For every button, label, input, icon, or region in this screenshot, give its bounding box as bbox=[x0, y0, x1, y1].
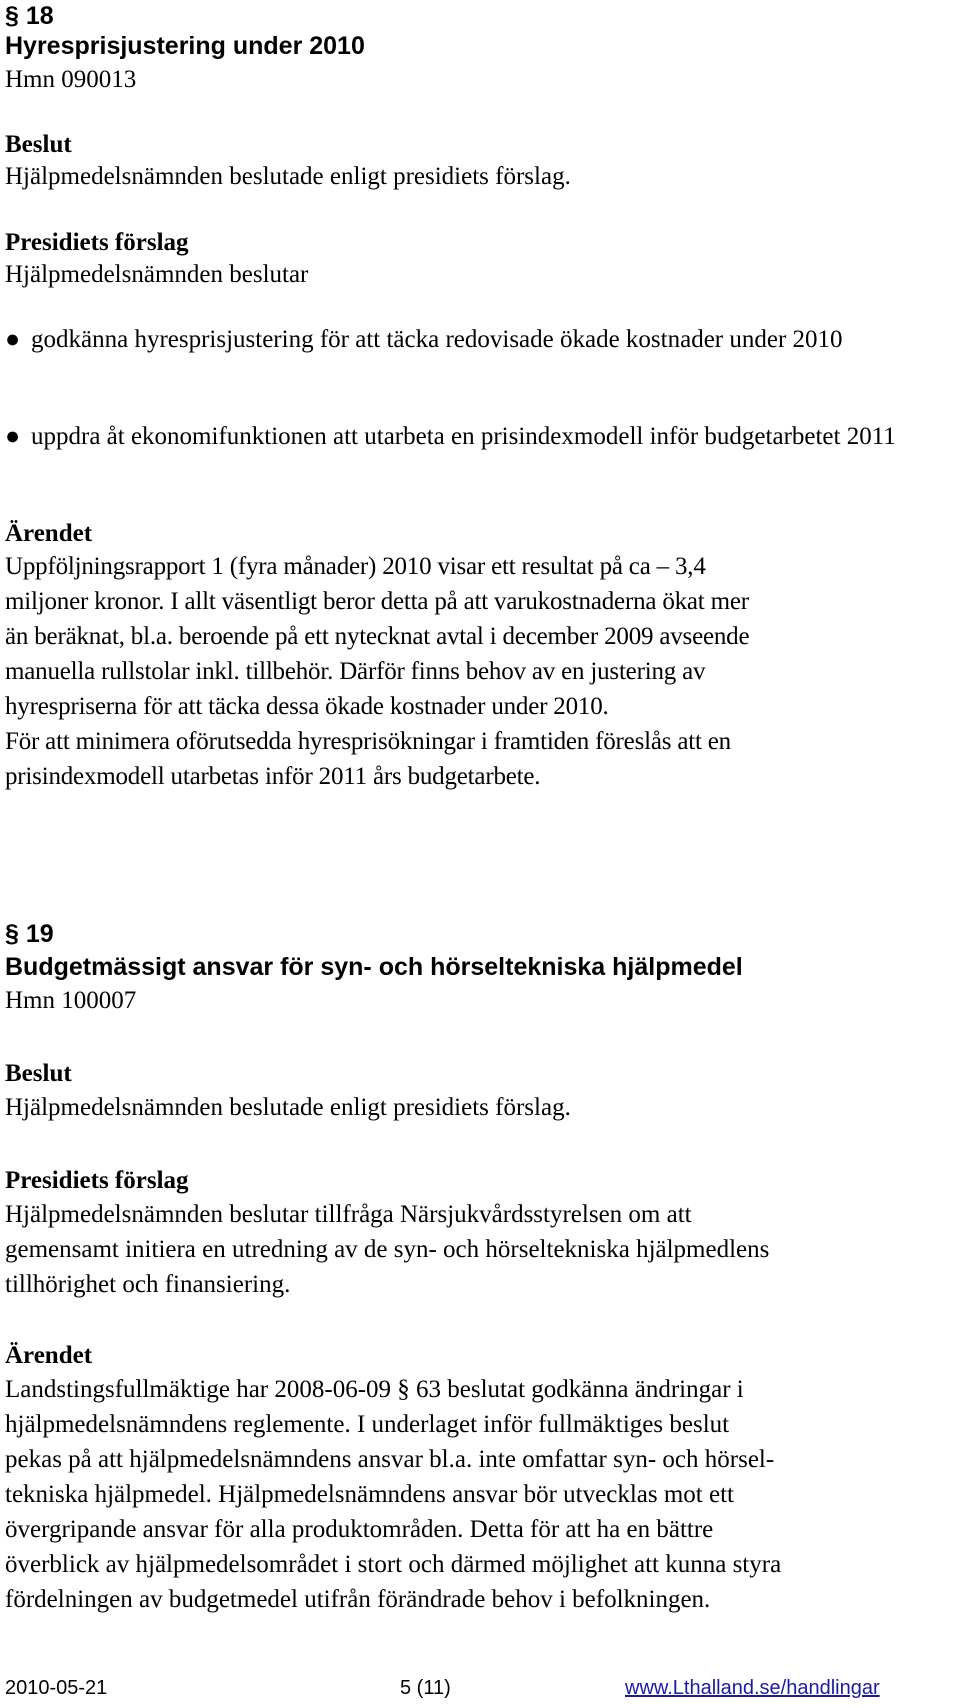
text-line: hyrespriserna för att täcka dessa ökade kostnader under 2010. bbox=[5, 693, 609, 720]
footer-page-number: 5 (11) bbox=[400, 1677, 451, 1699]
text-line: tillhörighet och finansiering. bbox=[5, 1271, 291, 1298]
beslut-heading-18: Beslut bbox=[5, 131, 72, 158]
text-line: Hjälpmedelsnämnden beslutar tillfråga Närsjukvårdsstyrelsen om att bbox=[5, 1201, 692, 1228]
beslut-text-18: Hjälpmedelsnämnden beslutade enligt presidiets förslag. bbox=[5, 163, 571, 190]
section-title-19: Budgetmässigt ansvar för syn- och hörseltekniska hjälpmedel bbox=[5, 953, 743, 981]
text-line: tekniska hjälpmedel. Hjälpmedelsnämndens ansvar bör utvecklas mot ett bbox=[5, 1481, 734, 1508]
bullet-item bbox=[5, 419, 955, 454]
text-line: övergripande ansvar för alla produktområden. Detta för att ha en bättre bbox=[5, 1516, 714, 1543]
bullet-text: godkänna hyresprisjustering för att täcka redovisade ökade kostnader under 2010 bbox=[31, 326, 843, 353]
text-line: Landstingsfullmäktige har 2008-06-09 § 63 beslutat godkänna ändringar i bbox=[5, 1376, 744, 1403]
forslag-heading-18: Presidiets förslag bbox=[5, 229, 189, 256]
arendet-paragraph-18 bbox=[5, 549, 960, 794]
text-line: miljoner kronor. I allt väsentligt beror detta på att varukostnaderna ökat mer bbox=[5, 588, 749, 615]
section-number-19: § 19 bbox=[5, 920, 54, 948]
text-line: prisindexmodell utarbetas inför 2011 års budgetarbete. bbox=[5, 763, 541, 790]
forslag-heading-19: Presidiets förslag bbox=[5, 1167, 189, 1194]
section-number-18: § 18 bbox=[5, 2, 54, 30]
arendet-heading-18: Ärendet bbox=[5, 520, 93, 547]
bullet-dot-icon: ● bbox=[5, 326, 21, 353]
beslut-heading-19: Beslut bbox=[5, 1060, 72, 1087]
text-line: än beräknat, bl.a. beroende på ett nytecknat avtal i december 2009 avseende bbox=[5, 623, 750, 650]
reference-number-18: Hmn 090013 bbox=[5, 66, 137, 93]
bullet-dot-icon: ● bbox=[5, 423, 21, 450]
reference-number-19: Hmn 100007 bbox=[5, 987, 137, 1014]
arendet-paragraph-19 bbox=[5, 1372, 960, 1617]
forslag-paragraph-19 bbox=[5, 1197, 960, 1302]
text-line: överblick av hjälpmedelsområdet i stort och därmed möjlighet att kunna styra bbox=[5, 1551, 782, 1578]
footer-date: 2010-05-21 bbox=[5, 1677, 108, 1699]
text-line: fördelningen av budgetmedel utifrån förändrade behov i befolkningen. bbox=[5, 1586, 711, 1613]
bullet-item bbox=[5, 322, 955, 357]
text-line: Uppföljningsrapport 1 (fyra månader) 2010 visar ett resultat på ca – 3,4 bbox=[5, 553, 706, 580]
text-line: hjälpmedelsnämndens reglemente. I underlaget inför fullmäktiges beslut bbox=[5, 1411, 730, 1438]
text-line: manuella rullstolar inkl. tillbehör. Därför finns behov av en justering av bbox=[5, 658, 706, 685]
footer-link[interactable]: www.Lthalland.se/handlingar bbox=[625, 1677, 880, 1699]
arendet-heading-19: Ärendet bbox=[5, 1342, 93, 1369]
bullet-text: uppdra åt ekonomifunktionen att utarbeta en prisindexmodell inför budgetarbetet 2011 bbox=[31, 423, 896, 450]
forslag-text-18: Hjälpmedelsnämnden beslutar bbox=[5, 261, 309, 288]
text-line: gemensamt initiera en utredning av de syn- och hörseltekniska hjälpmedlens bbox=[5, 1236, 770, 1263]
text-line: För att minimera oförutsedda hyresprisökningar i framtiden föreslås att en bbox=[5, 728, 731, 755]
section-title-18: Hyresprisjustering under 2010 bbox=[5, 32, 365, 60]
beslut-text-19: Hjälpmedelsnämnden beslutade enligt presidiets förslag. bbox=[5, 1094, 571, 1121]
text-line: pekas på att hjälpmedelsnämndens ansvar bl.a. inte omfattar syn- och hörsel- bbox=[5, 1446, 775, 1473]
